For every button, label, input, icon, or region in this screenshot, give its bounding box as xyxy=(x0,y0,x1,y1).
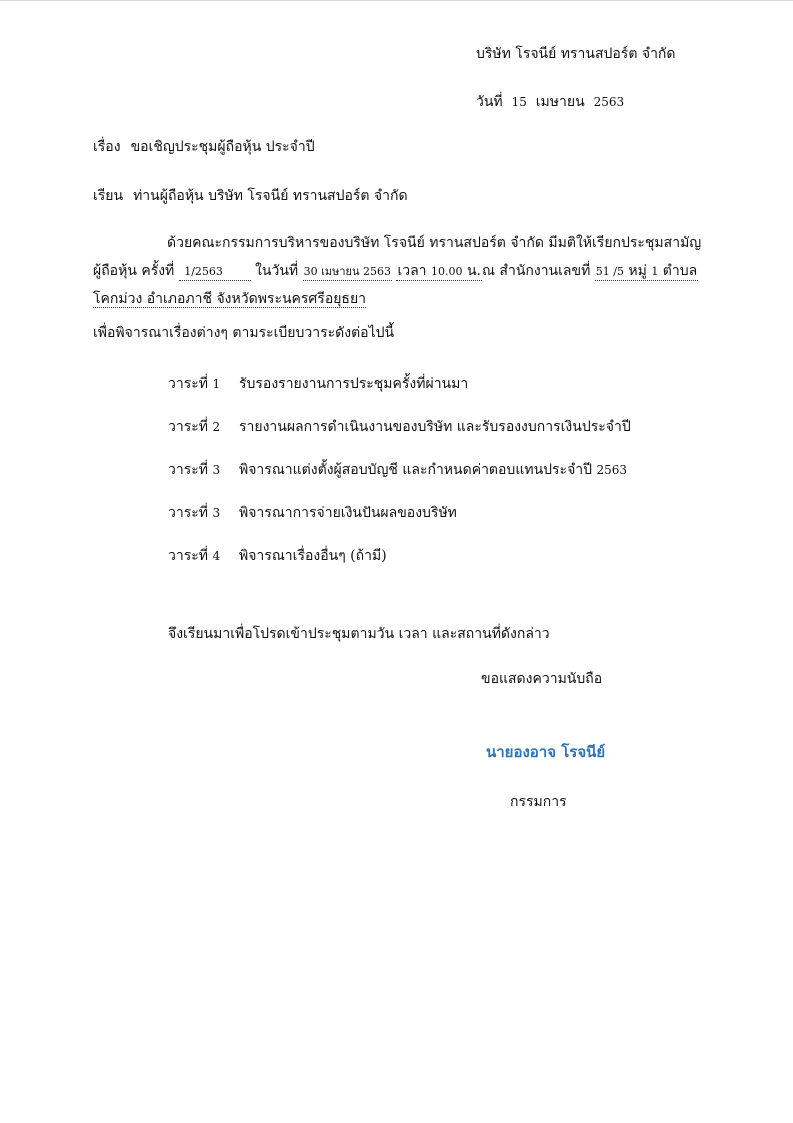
agenda-year: 2563 xyxy=(596,463,628,477)
agenda-label: วาระที่ xyxy=(168,376,208,392)
address-intro: ณ สำนักงานเลขที่ xyxy=(481,263,591,279)
meeting-date-field xyxy=(303,263,392,281)
meeting-time: 10.00 xyxy=(430,265,463,278)
body-line-3 xyxy=(93,285,699,313)
body-line-2 xyxy=(93,257,699,285)
agenda-item-2 xyxy=(168,416,631,438)
agenda-label: วาระที่ xyxy=(168,548,208,564)
date-prefix: วันที่ xyxy=(476,94,503,110)
purpose-line: เพื่อพิจารณาเรื่องต่างๆ ตามระเบียบวาระดังต่อไปนี้ xyxy=(93,325,395,341)
meeting-number-field xyxy=(179,263,251,281)
on-date-label: ในวันที่ xyxy=(255,263,299,279)
date-day: 15 xyxy=(511,95,527,109)
moo-number: 1 xyxy=(651,265,659,278)
agenda-label: วาระที่ xyxy=(168,505,208,521)
date-line xyxy=(476,91,624,113)
agenda-item-5 xyxy=(168,545,387,567)
time-label: เวลา xyxy=(397,263,427,279)
address-number: 51 /5 xyxy=(595,265,624,278)
page-top-border xyxy=(0,0,793,1)
subject-label: เรื่อง xyxy=(93,139,121,155)
agenda-number: 3 xyxy=(212,463,221,477)
meeting-prefix: ผู้ถือหุ้น ครั้งที่ xyxy=(93,263,175,279)
date-year: 2563 xyxy=(593,95,625,109)
regards-line: ขอแสดงความนับถือ xyxy=(481,671,603,687)
address-field xyxy=(595,263,698,281)
signer-title: กรรมการ xyxy=(510,794,567,810)
time-label-field xyxy=(396,263,482,281)
company-header: บริษัท โรจนีย์ ทรานสปอร์ต จำกัด xyxy=(476,46,676,62)
salutation-label: เรียน xyxy=(93,188,124,204)
agenda-text: พิจารณาการจ่ายเงินปันผลของบริษัท xyxy=(239,505,457,521)
agenda-text: รายงานผลการดำเนินงานของบริษัท และรับรองงบการเงินประจำปี xyxy=(239,419,631,435)
body-line-1: ด้วยคณะกรรมการบริหารของบริษัท โรจนีย์ ทรานสปอร์ต จำกัด มีมติให้เรียกประชุมสามัญ xyxy=(167,235,702,251)
subject-text: ขอเชิญประชุมผู้ถือหุ้น ประจำปี xyxy=(130,139,315,155)
agenda-text: พิจารณาแต่งตั้งผู้สอบบัญชี และกำหนดค่าตอบแทนประจำปี xyxy=(239,462,593,478)
subject-line xyxy=(93,136,315,158)
agenda-label: วาระที่ xyxy=(168,419,208,435)
date-month: เมษายน xyxy=(535,94,585,110)
agenda-item-1 xyxy=(168,373,468,395)
tambon-label: ตำบล xyxy=(662,263,698,279)
agenda-label: วาระที่ xyxy=(168,462,208,478)
agenda-number: 4 xyxy=(212,549,221,563)
agenda-number: 2 xyxy=(212,420,221,434)
agenda-item-4 xyxy=(168,502,457,524)
time-unit: น. xyxy=(466,263,481,279)
salutation-text: ท่านผู้ถือหุ้น บริษัท โรจนีย์ ทรานสปอร์ต จำกัด xyxy=(133,188,408,204)
signature-name: นายองอาจ โรจนีย์ xyxy=(486,743,606,761)
agenda-text: พิจารณาเรื่องอื่นๆ (ถ้ามี) xyxy=(239,548,387,564)
moo-label: หมู่ xyxy=(628,263,647,279)
location-line: โคกม่วง อำเภอภาชี จังหวัดพระนครศรีอยุธยา xyxy=(93,291,367,307)
meeting-date: 30 เมษายน 2563 xyxy=(303,265,391,278)
agenda-text: รับรองรายงานการประชุมครั้งที่ผ่านมา xyxy=(239,376,469,392)
salutation-line xyxy=(93,185,408,207)
agenda-number: 1 xyxy=(212,377,221,391)
agenda-number: 3 xyxy=(212,506,221,520)
agenda-item-3 xyxy=(168,459,627,481)
body-paragraph xyxy=(93,229,702,313)
meeting-number: 1/2563 xyxy=(184,265,223,278)
closing-line: จึงเรียนมาเพื่อโปรดเข้าประชุมตามวัน เวลา และสถานที่ดังกล่าว xyxy=(168,626,550,642)
